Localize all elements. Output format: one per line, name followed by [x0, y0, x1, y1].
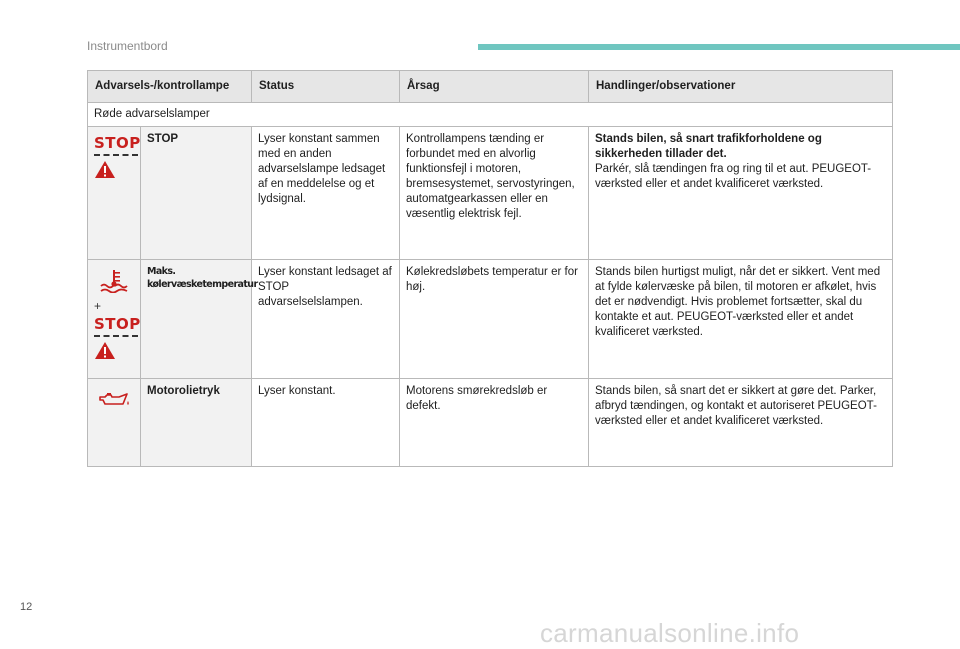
lamp-cause: Motorens smørekredsløb er defekt. — [400, 379, 589, 467]
watermark: carmanualsonline.info — [540, 618, 800, 648]
group-row — [88, 103, 893, 127]
plus-sign: + — [94, 299, 102, 313]
column-header-actions: Handlinger/observationer — [589, 71, 893, 103]
lamp-name: Motorolietryk — [141, 379, 252, 467]
table-row — [88, 127, 893, 260]
stop-icon-text: STOP — [94, 315, 141, 333]
stop-warning-icon — [94, 134, 141, 184]
lamp-icon-cell — [88, 127, 141, 260]
table-header-row — [88, 71, 893, 103]
warning-triangle-icon — [94, 341, 116, 360]
lamp-name: Maks. kølervæsketemperatur — [141, 260, 252, 379]
column-header-cause: Årsag — [400, 71, 589, 103]
warning-triangle-icon — [94, 160, 116, 179]
lamp-status: Lyser konstant. — [252, 379, 400, 467]
warning-lamps-table — [87, 70, 893, 467]
lamp-icon-cell — [88, 260, 141, 379]
table-row — [88, 379, 893, 467]
header-accent-bar — [478, 44, 960, 50]
lamp-status: Lyser konstant ledsaget af STOP advarselselslampen. — [252, 260, 400, 379]
column-header-lamp: Advarsels-/kontrollampe — [88, 71, 252, 103]
coolant-temperature-icon — [99, 269, 129, 293]
lamp-cause: Kølekredsløbets temperatur er for høj. — [400, 260, 589, 379]
page-number: 12 — [20, 601, 33, 613]
lamp-status: Lyser konstant sammen med en anden advarselslampe ledsaget af en meddelelse og et lydsignal. — [252, 127, 400, 260]
lamp-cause: Kontrollampens tænding er forbundet med en alvorlig funktionsfejl i motoren, bremsesystemet, servostyringen, automatgearkassen eller en væsentlig elektrisk fejl. — [400, 127, 589, 260]
table-row — [88, 260, 893, 379]
group-label: Røde advarselslamper — [88, 103, 893, 127]
lamp-action-emphasis: Stands bilen, så snart trafikforholdene og sikkerheden tillader det. — [595, 133, 822, 160]
lamp-icon-cell — [88, 379, 141, 467]
lamp-action: Stands bilen hurtigst muligt, når det er sikkert. Vent med at fylde kølervæske på bilen, til motoren er afkølet, hvis det er nødvendigt. Hvis problemet fortsætter, skal du kontakte et aut. PEUGEOT-værksted eller et andet kvalificeret værksted. — [589, 260, 893, 379]
stop-icon-text: STOP — [94, 134, 141, 152]
oil-pressure-icon — [97, 392, 131, 408]
lamp-action-text: Parkér, slå tændingen fra og ring til et aut. PEUGEOT-værksted eller et andet kvalificeret værksted. — [595, 163, 872, 190]
lamp-action — [589, 127, 893, 260]
lamp-name: STOP — [141, 127, 252, 260]
column-header-status: Status — [252, 71, 400, 103]
stop-warning-icon — [94, 315, 141, 365]
lamp-action: Stands bilen, så snart det er sikkert at gøre det. Parker, afbryd tændingen, og kontakt et autoriseret PEUGEOT-værksted eller et andet kvalificeret værksted. — [589, 379, 893, 467]
section-title: Instrumentbord — [87, 39, 168, 53]
